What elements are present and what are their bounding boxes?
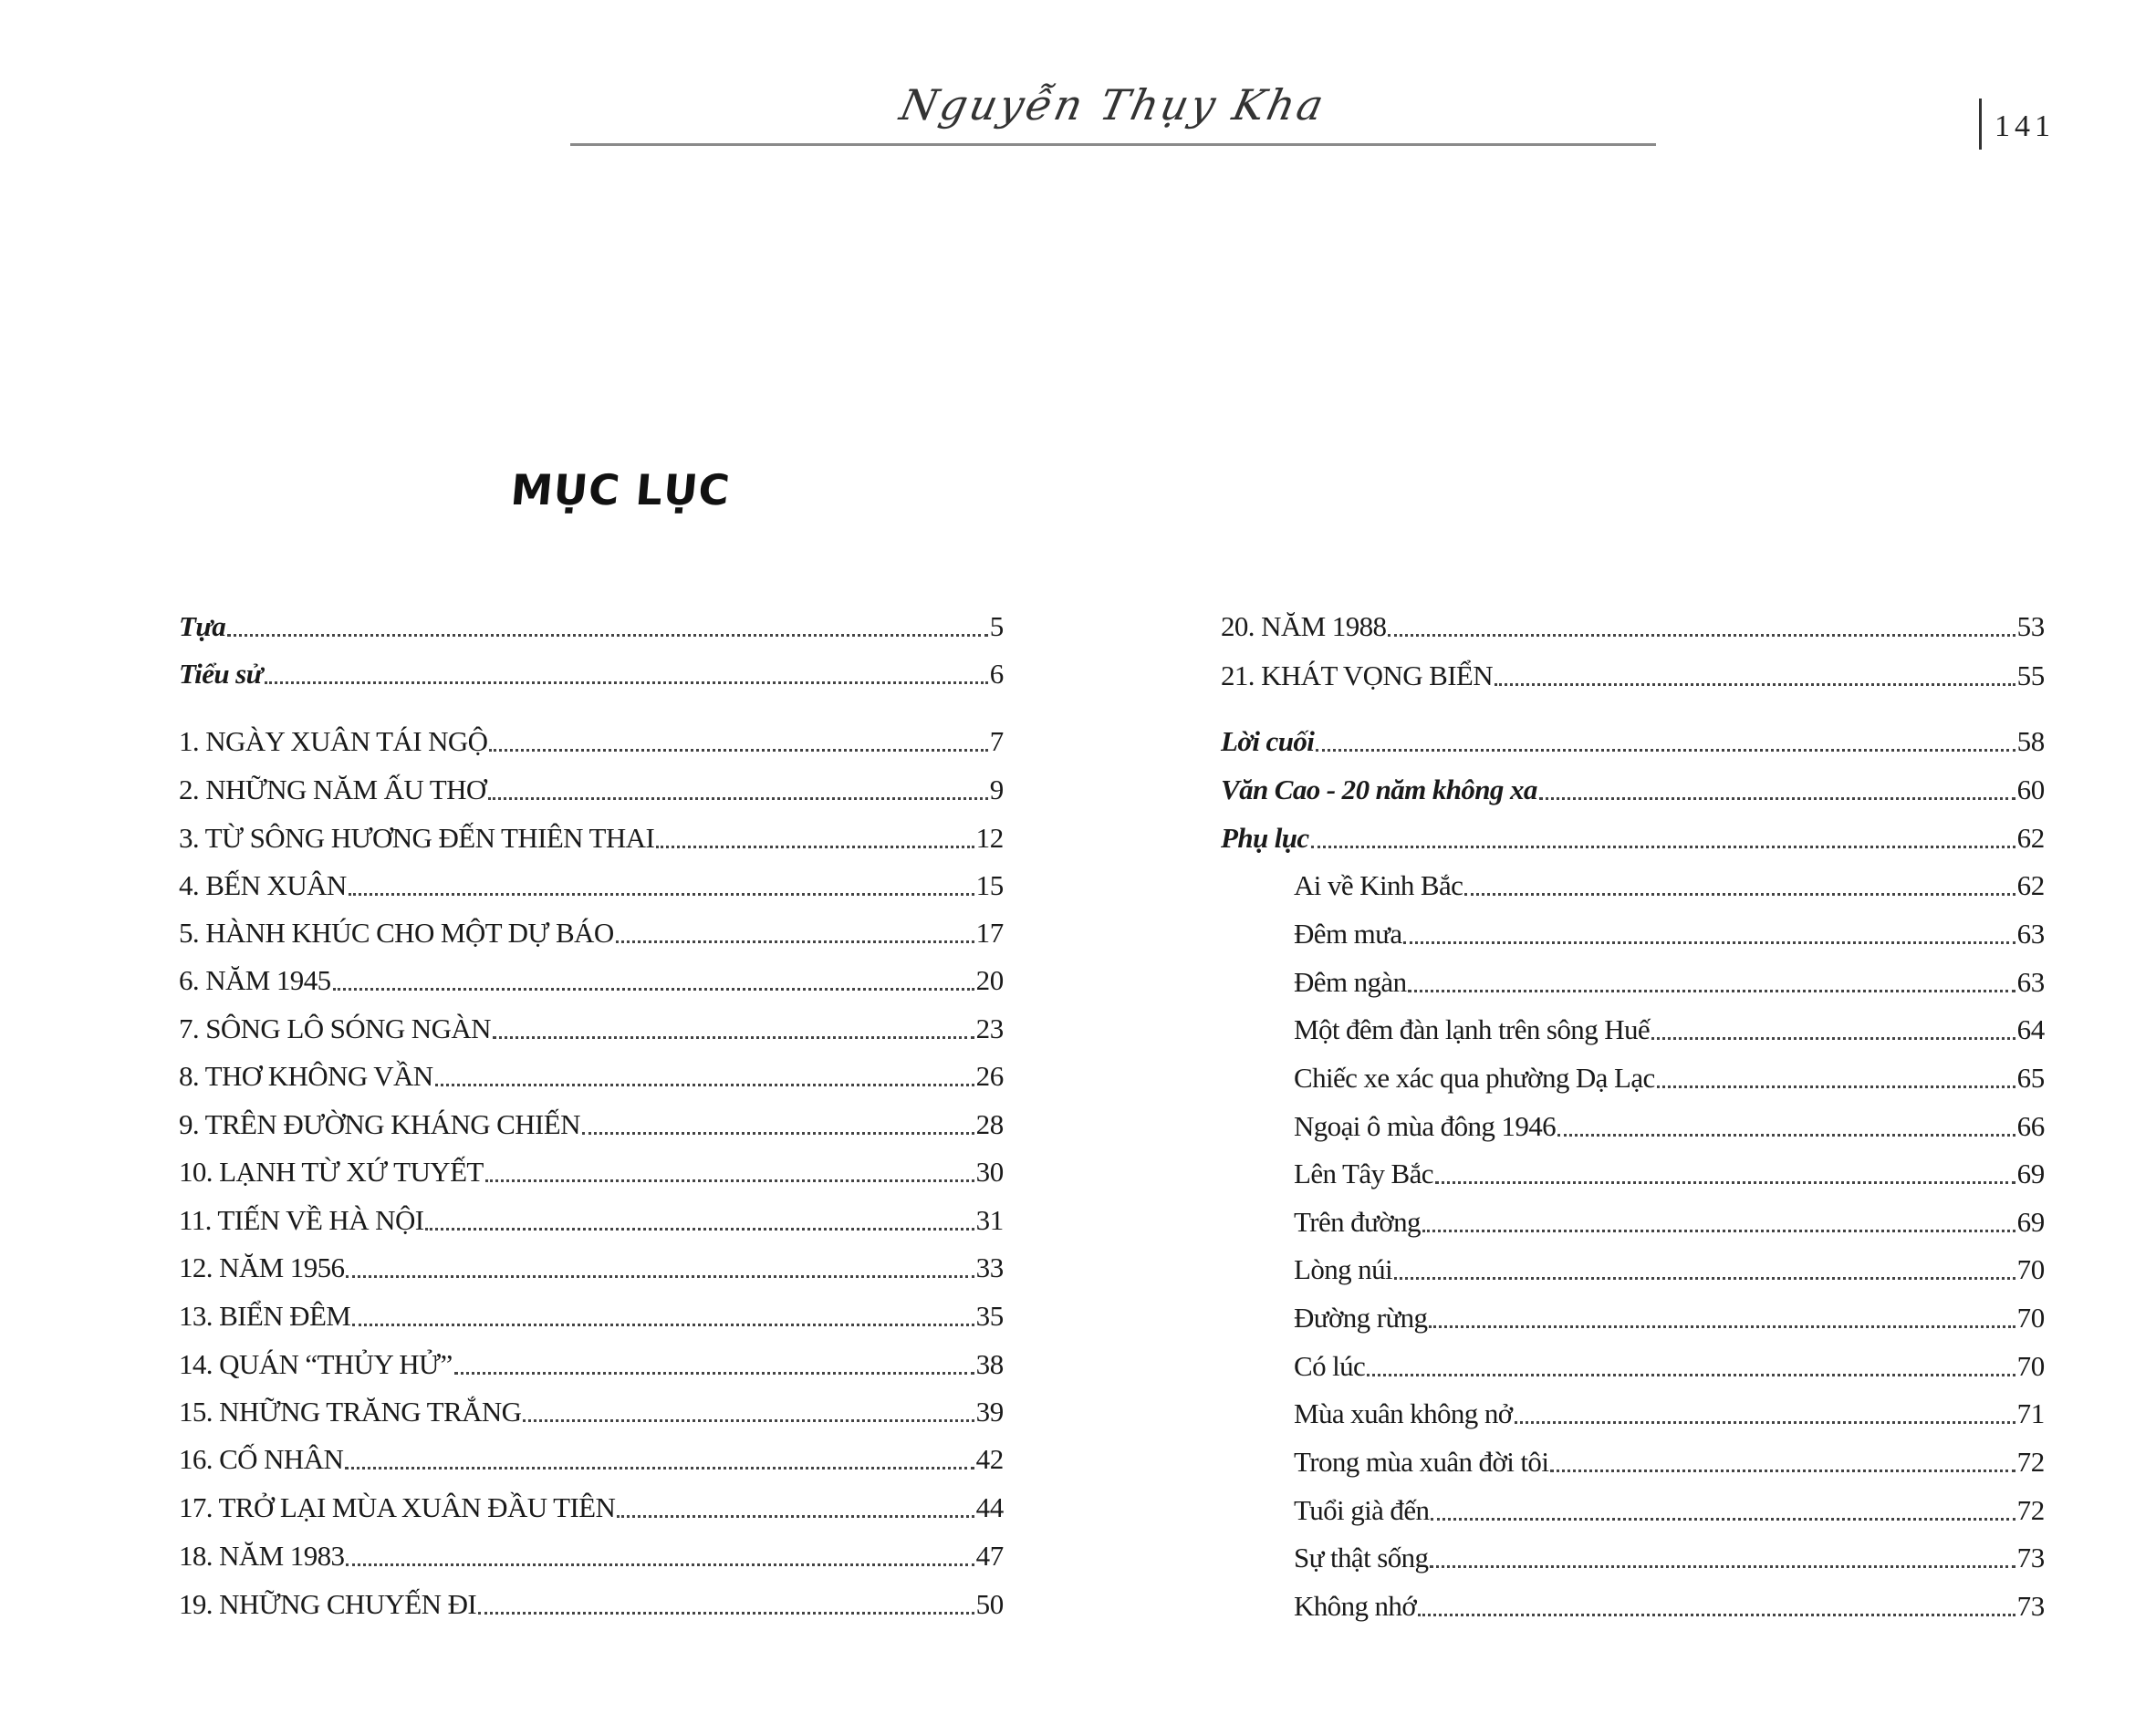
- toc-entry: [1221, 765, 2045, 807]
- toc-entry: [179, 1196, 1004, 1238]
- toc-dot-leader: [1430, 1565, 2015, 1568]
- toc-entry-page: 7: [989, 725, 1004, 757]
- toc-entry: [179, 765, 1004, 807]
- toc-entry-label: Không nhớ: [1294, 1590, 1417, 1622]
- toc-entry-label: 12. NĂM 1956: [179, 1251, 345, 1283]
- toc-entry: [179, 1387, 1004, 1429]
- toc-dot-leader: [1550, 1470, 2015, 1472]
- toc-dot-leader: [1311, 846, 2015, 848]
- toc-dot-leader: [1418, 1614, 2015, 1616]
- toc-entry: [179, 1435, 1004, 1477]
- toc-entry: [1221, 1293, 2045, 1335]
- toc-entry-label: Tựa: [179, 610, 226, 642]
- toc-entry-label: 9. TRÊN ĐƯỜNG KHÁNG CHIẾN: [179, 1108, 580, 1140]
- toc-dot-leader: [1539, 797, 2015, 800]
- toc-entry-page: 15: [975, 869, 1004, 901]
- toc-entry-label: Lên Tây Bắc: [1294, 1158, 1433, 1189]
- toc-entry-page: 72: [2016, 1446, 2045, 1478]
- toc-entry: [1221, 814, 2045, 856]
- toc-entry: [1221, 1245, 2045, 1287]
- toc-dot-leader: [1495, 683, 2015, 686]
- toc-entry: [179, 717, 1004, 759]
- toc-entry-label: Đêm mưa: [1294, 918, 1402, 950]
- toc-entry-page: 9: [989, 774, 1004, 805]
- toc-entry-page: 26: [975, 1060, 1004, 1092]
- toc-dot-leader: [1403, 941, 2015, 944]
- toc-dot-leader: [1651, 1037, 2015, 1040]
- toc-entry-page: 30: [975, 1156, 1004, 1188]
- toc-entry-label: 11. TIẾN VỀ HÀ NỘI: [179, 1204, 424, 1236]
- toc-entry-label: 3. TỪ SÔNG HƯƠNG ĐẾN THIÊN THAI: [179, 822, 655, 854]
- toc-entry: [1221, 1438, 2045, 1480]
- toc-entry: [179, 814, 1004, 856]
- toc-entry-label: Trong mùa xuân đời tôi: [1294, 1446, 1549, 1478]
- toc-entry-page: 55: [2016, 659, 2045, 691]
- toc-entry-page: 44: [975, 1491, 1004, 1523]
- toc-entry-page: 35: [975, 1300, 1004, 1332]
- toc-dot-leader: [617, 1515, 974, 1518]
- toc-dot-leader: [523, 1419, 974, 1422]
- toc-entry-page: 69: [2016, 1158, 2045, 1189]
- toc-entry-page: 62: [2016, 822, 2045, 854]
- toc-entry-label: 21. KHÁT VỌNG BIỂN: [1221, 659, 1494, 691]
- toc-dot-leader: [656, 846, 974, 848]
- toc-entry: [1221, 1389, 2045, 1431]
- toc-title: MỤC LỤC: [508, 465, 733, 514]
- toc-dot-leader: [227, 634, 988, 637]
- toc-entry: [1221, 1582, 2045, 1624]
- toc-entry-label: 14. QUÁN “THỦY HỬ”: [179, 1348, 453, 1380]
- toc-entry: [1221, 651, 2045, 693]
- toc-entry-label: Tiểu sử: [179, 658, 263, 690]
- toc-entry: [1221, 909, 2045, 951]
- toc-dot-leader: [1557, 1134, 2015, 1137]
- toc-dot-leader: [435, 1084, 974, 1086]
- toc-entry-page: 20: [975, 964, 1004, 996]
- toc-entry-label: 4. BẾN XUÂN: [179, 869, 347, 901]
- toc-entry-label: 1. NGÀY XUÂN TÁI NGỘ: [179, 725, 488, 757]
- toc-entry: [179, 602, 1004, 644]
- toc-dot-leader: [1657, 1085, 2015, 1088]
- toc-dot-leader: [1515, 1421, 2015, 1424]
- toc-entry-label: Lời cuối: [1221, 725, 1315, 757]
- toc-entry-label: Đêm ngàn: [1294, 966, 1407, 998]
- toc-dot-leader: [1388, 634, 2015, 637]
- toc-entry-label: 17. TRỞ LẠI MÙA XUÂN ĐẦU TIÊN: [179, 1491, 616, 1523]
- toc-entry: [179, 1100, 1004, 1142]
- toc-entry-label: 10. LẠNH TỪ XỨ TUYẾT: [179, 1156, 484, 1188]
- toc-entry-page: 66: [2016, 1110, 2045, 1142]
- toc-entry-label: Một đêm đàn lạnh trên sông Huế: [1294, 1013, 1651, 1045]
- toc-entry-page: 38: [975, 1348, 1004, 1380]
- toc-dot-leader: [345, 1467, 974, 1470]
- toc-entry-label: 16. CỐ NHÂN: [179, 1443, 344, 1475]
- toc-entry: [1221, 1149, 2045, 1191]
- toc-entry-page: 31: [975, 1204, 1004, 1236]
- toc-entry: [1221, 602, 2045, 644]
- toc-dot-leader: [493, 1036, 974, 1039]
- toc-entry-label: Văn Cao - 20 năm không xa: [1221, 774, 1537, 805]
- toc-entry-label: Ai về Kinh Bắc: [1294, 869, 1463, 901]
- toc-entry-page: 73: [2016, 1590, 2045, 1622]
- toc-entry-label: 8. THƠ KHÔNG VẦN: [179, 1060, 433, 1092]
- toc-dot-leader: [349, 893, 974, 896]
- toc-dot-leader: [582, 1132, 974, 1135]
- toc-entry-label: 20. NĂM 1988: [1221, 610, 1387, 642]
- toc-entry: [1221, 1054, 2045, 1096]
- toc-entry: [179, 1483, 1004, 1525]
- toc-dot-leader: [1431, 1518, 2015, 1521]
- toc-entry: [1221, 1486, 2045, 1528]
- toc-dot-leader: [346, 1563, 974, 1566]
- page-number-bar: [1979, 99, 1982, 150]
- toc-entry-label: Phụ lục: [1221, 822, 1309, 854]
- toc-entry-page: 5: [989, 610, 1004, 642]
- toc-entry-page: 6: [989, 658, 1004, 690]
- toc-dot-leader: [333, 988, 974, 991]
- toc-entry-page: 71: [2016, 1397, 2045, 1429]
- toc-entry: [179, 1532, 1004, 1573]
- toc-entry: [179, 956, 1004, 998]
- toc-entry-page: 23: [975, 1013, 1004, 1044]
- toc-entry-page: 62: [2016, 869, 2045, 901]
- toc-entry-page: 73: [2016, 1542, 2045, 1573]
- toc-entry-page: 69: [2016, 1206, 2045, 1238]
- toc-entry: [179, 1580, 1004, 1622]
- toc-entry-page: 72: [2016, 1494, 2045, 1526]
- toc-entry-page: 63: [2016, 966, 2045, 998]
- toc-entry-page: 53: [2016, 610, 2045, 642]
- toc-entry-page: 39: [975, 1396, 1004, 1428]
- toc-entry-label: 5. HÀNH KHÚC CHO MỘT DỰ BÁO: [179, 917, 614, 949]
- toc-entry-label: Mùa xuân không nở: [1294, 1397, 1513, 1429]
- toc-entry: [179, 1052, 1004, 1094]
- toc-entry-label: 6. NĂM 1945: [179, 964, 331, 996]
- running-header-author: Nguyễn Thụy Kha: [895, 80, 1331, 130]
- toc-entry-page: 60: [2016, 774, 2045, 805]
- toc-entry-page: 17: [975, 917, 1004, 949]
- toc-entry-page: 63: [2016, 918, 2045, 950]
- toc-entry: [179, 909, 1004, 950]
- toc-entry: [1221, 958, 2045, 1000]
- toc-dot-leader: [265, 681, 988, 684]
- toc-dot-leader: [616, 940, 974, 943]
- toc-entry: [179, 861, 1004, 903]
- toc-dot-leader: [352, 1324, 974, 1326]
- toc-entry: [1221, 861, 2045, 903]
- toc-entry-page: 47: [975, 1540, 1004, 1572]
- toc-entry-page: 28: [975, 1108, 1004, 1140]
- toc-entry: [1221, 1005, 2045, 1047]
- toc-dot-leader: [1394, 1277, 2015, 1280]
- toc-entry-label: Tuổi già đến: [1294, 1494, 1430, 1526]
- toc-dot-leader: [489, 749, 987, 752]
- toc-entry-label: 15. NHỮNG TRĂNG TRẮNG: [179, 1396, 522, 1428]
- toc-entry-page: 70: [2016, 1302, 2045, 1334]
- toc-dot-leader: [1429, 1325, 2015, 1328]
- toc-entry-page: 70: [2016, 1253, 2045, 1285]
- toc-entry: [1221, 1102, 2045, 1144]
- toc-entry-label: 7. SÔNG LÔ SÓNG NGÀN: [179, 1013, 491, 1044]
- toc-entry: [1221, 717, 2045, 759]
- toc-entry: [179, 649, 1004, 691]
- toc-entry-page: 64: [2016, 1013, 2045, 1045]
- toc-dot-leader: [1464, 893, 2015, 896]
- toc-dot-leader: [1367, 1374, 2015, 1376]
- toc-entry-label: Lòng núi: [1294, 1253, 1392, 1285]
- toc-entry-page: 58: [2016, 725, 2045, 757]
- toc-entry: [179, 1148, 1004, 1189]
- toc-entry: [179, 1004, 1004, 1046]
- toc-entry-label: 2. NHỮNG NĂM ẤU THƠ: [179, 774, 486, 805]
- toc-entry-page: 65: [2016, 1062, 2045, 1094]
- toc-dot-leader: [488, 797, 988, 800]
- toc-entry: [179, 1340, 1004, 1382]
- toc-entry: [1221, 1533, 2045, 1575]
- toc-entry-label: Có lúc: [1294, 1350, 1366, 1382]
- toc-entry-label: Chiếc xe xác qua phường Dạ Lạc: [1294, 1062, 1655, 1094]
- toc-entry-page: 42: [975, 1443, 1004, 1475]
- toc-entry-page: 70: [2016, 1350, 2045, 1382]
- toc-dot-leader: [1316, 749, 2015, 752]
- toc-dot-leader: [454, 1372, 974, 1375]
- toc-entry-page: 50: [975, 1588, 1004, 1620]
- toc-entry-label: Ngoại ô mùa đông 1946: [1294, 1110, 1557, 1142]
- toc-dot-leader: [485, 1179, 974, 1182]
- toc-entry-label: Sự thật sống: [1294, 1542, 1429, 1573]
- toc-entry-label: 19. NHỮNG CHUYẾN ĐI: [179, 1588, 477, 1620]
- toc-entry: [1221, 1342, 2045, 1384]
- toc-dot-leader: [1435, 1181, 2015, 1184]
- toc-entry-page: 33: [975, 1251, 1004, 1283]
- header-rule: [570, 143, 1656, 146]
- toc-entry: [1221, 1198, 2045, 1240]
- toc-entry: [179, 1292, 1004, 1334]
- toc-entry: [179, 1243, 1004, 1285]
- toc-dot-leader: [1408, 990, 2015, 992]
- toc-dot-leader: [425, 1228, 974, 1231]
- toc-entry-label: Trên đường: [1294, 1206, 1421, 1238]
- toc-dot-leader: [478, 1612, 974, 1615]
- toc-entry-page: 12: [975, 822, 1004, 854]
- toc-dot-leader: [1422, 1230, 2015, 1232]
- toc-entry-label: 13. BIỂN ĐÊM: [179, 1300, 351, 1332]
- page-number: 141: [1995, 109, 2055, 143]
- toc-entry-label: Đường rừng: [1294, 1302, 1428, 1334]
- toc-dot-leader: [346, 1275, 974, 1278]
- toc-entry-label: 18. NĂM 1983: [179, 1540, 345, 1572]
